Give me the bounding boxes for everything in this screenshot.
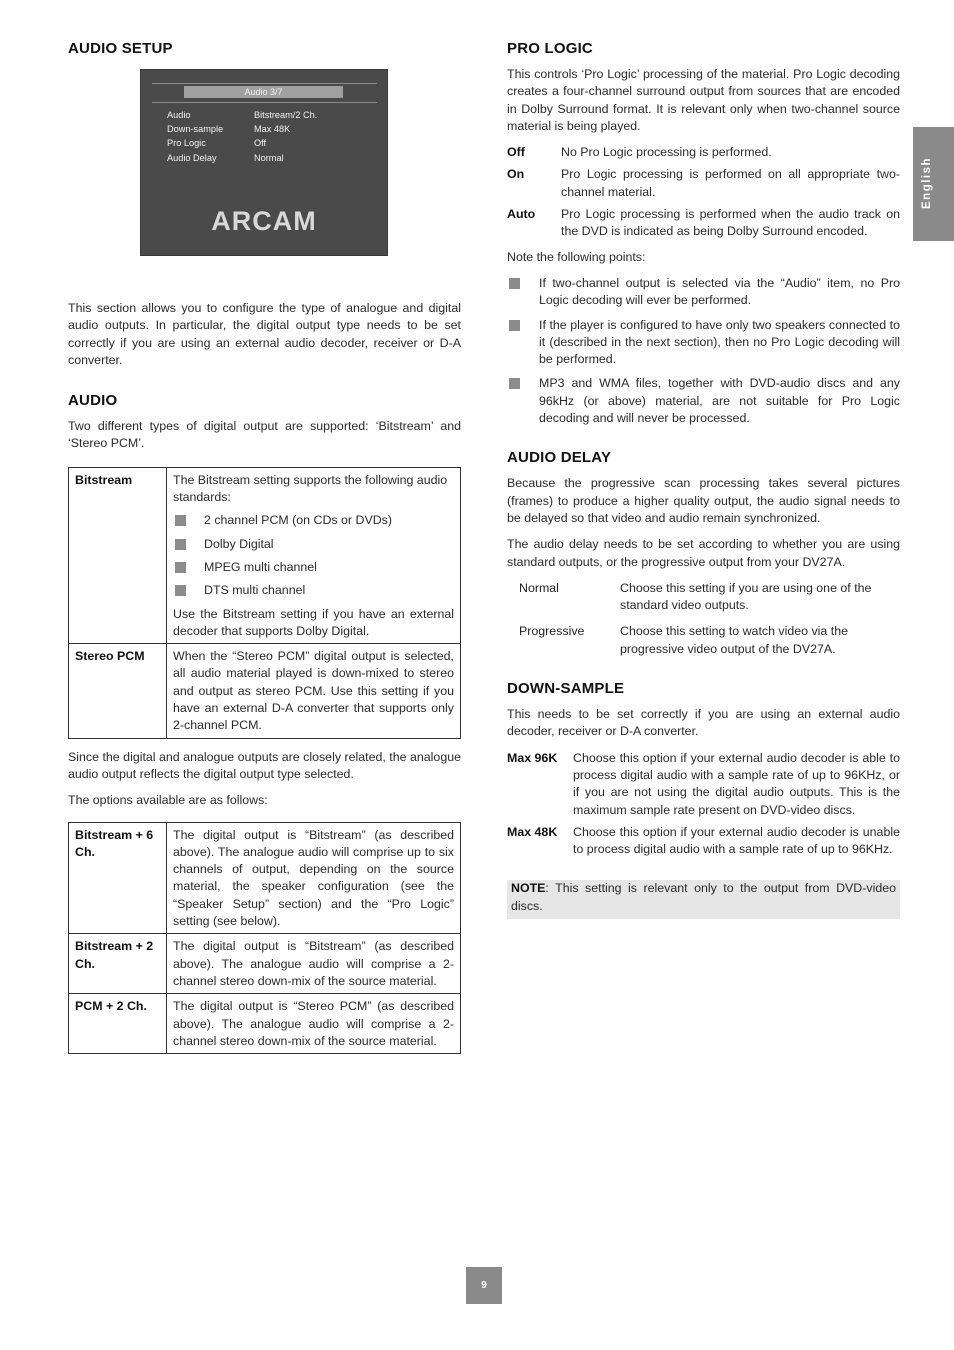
definition-text: Pro Logic processing is performed when the audio track on the DVD is indicated as being Dolby Surround encoded. [561,207,900,239]
definition-term: On [507,167,525,182]
row-value [167,467,461,643]
heading-audio: AUDIO [68,392,118,410]
language-tab [913,127,954,241]
definition-term: Normal [519,580,559,595]
list-item: MP3 and WMA files, together with DVD-audio discs and any 96kHz (or above) material, are not suitable for Pro Logic decoding and will never be processed. [507,375,900,427]
list-item: If the player is configured to have only two speakers connected to it (described in the next section), then no Pro Logic decoding will be performed. [507,317,900,369]
heading-down-sample: DOWN-SAMPLE [507,680,625,698]
row-value [167,822,461,934]
table-row [69,994,461,1054]
definition-text: Choose this setting to watch video via the progressive video output of the DV27A. [620,624,848,656]
heading-audio-setup: AUDIO SETUP [68,40,173,57]
note-points-intro: Note the following points: [507,249,646,264]
row-value [167,994,461,1054]
bullet-square-icon [175,562,186,573]
osd-row: Pro Logic Off [167,138,267,148]
osd-screenshot [140,69,388,256]
bullet-square-icon [175,515,186,526]
osd-row: Audio Delay Normal [167,153,284,163]
options-paragraph: The options available are as follows: [68,793,268,808]
row-value [167,644,461,738]
list-item: Dolby Digital [173,536,454,553]
options-table [68,822,461,1055]
definition-text: No Pro Logic processing is performed. [561,145,772,160]
heading-audio-delay: AUDIO DELAY [507,449,612,467]
row-key: Bitstream + 6 Ch. [69,822,167,934]
left-column [68,40,461,1064]
note-label: NOTE [511,881,546,896]
right-column [507,40,900,919]
definition-term: Max 96K [507,750,558,765]
bullet-square-icon [509,378,520,389]
delay-options [519,580,900,658]
cell-text: The digital output is “Bitstream” (as described above). The analogue audio will comprise a 2-channel stereo down-mix of the source material. [173,939,454,988]
delay-paragraph-1: Because the progressive scan processing takes several pictures (frames) to produce a higher quality output, the audio signal needs to be delayed so that video and audio remain synchronized. [507,476,900,525]
points-list [507,275,900,427]
definition-term: Max 48K [507,824,558,839]
table-row [69,934,461,994]
note-text: : This setting is relevant only to the output from DVD-video discs. [511,881,896,913]
list-item: If two-channel output is selected via the “Audio” item, no Pro Logic decoding will ever be performed. [507,275,900,310]
down-sample-options [507,750,900,859]
row-key: Bitstream [69,467,167,643]
definition-row [507,144,900,161]
definition-term: Auto [507,207,536,222]
osd-divider [152,102,377,103]
osd-title: Audio 3/7 [184,86,343,98]
language-label: English [921,156,933,209]
row-key: Stereo PCM [69,644,167,738]
bullet-square-icon [509,278,520,289]
pro-logic-paragraph: This controls ‘Pro Logic’ processing of the material. Pro Logic decoding creates a four-channel surround output from sources that are encoded in Dolby Surround format. It is relevant only when two-channel source material is being played. [507,67,900,133]
list-item: MPEG multi channel [173,559,454,576]
standards-list [173,512,454,599]
definition-row [519,623,900,658]
cell-text: When the “Stereo PCM” digital output is selected, all audio material played is down-mixed to stereo and output as stereo PCM. Use this setting if you have an external D-A converter that supports only 2-channel PCM. [173,649,454,733]
bullet-square-icon [175,539,186,550]
since-paragraph: Since the digital and analogue outputs are closely related, the analogue audio output reflects the digital output type selected. [68,749,461,781]
definition-row [507,166,900,201]
definition-row [507,824,900,859]
definition-text: Choose this option if your external audio decoder is unable to process digital audio with a sample rate of up to 96KHz. [573,824,900,857]
intro-paragraph: This section allows you to configure the type of analogue and digital audio outputs. In particular, the digital output type needs to be set correctly if you are using an external audio decoder, receiver or D-A converter. [68,301,461,367]
row-key: Bitstream + 2 Ch. [69,934,167,994]
table-row [69,822,461,934]
osd-divider [152,83,377,84]
definition-text: Pro Logic processing is performed on all appropriate two-channel material. [561,167,900,199]
note-box [507,880,900,919]
cell-text: The Bitstream setting supports the following audio standards: [173,472,448,505]
row-value [167,934,461,994]
arcam-logo: ARCAM [211,206,317,236]
definition-text: Choose this setting if you are using one of the standard video outputs. [620,580,872,613]
definition-row [507,750,900,819]
audio-paragraph: Two different types of digital output are supported: ‘Bitstream’ and ‘Stereo PCM’. [68,419,461,451]
definition-term: Off [507,145,525,160]
osd-row: Down-sample Max 48K [167,124,291,134]
cell-text: The digital output is “Stereo PCM” (as described above). The analogue audio will comprise a 2-channel stereo down-mix of the source material. [173,999,454,1048]
cell-text: Use the Bitstream setting if you have an external decoder that supports Dolby Digital. [173,606,454,638]
row-key: PCM + 2 Ch. [69,994,167,1054]
table-row [69,644,461,738]
bullet-square-icon [175,585,186,596]
heading-pro-logic: PRO LOGIC [507,40,593,57]
table-row [69,467,461,643]
down-sample-paragraph: This needs to be set correctly if you are using an external audio decoder, receiver or D-A converter. [507,707,900,739]
bullet-square-icon [509,320,520,331]
definition-term: Progressive [519,624,585,639]
osd-row: Audio Bitstream/2 Ch. [167,110,318,120]
definition-row [507,206,900,241]
page-number: 9 [466,1267,502,1304]
list-item: DTS multi channel [173,582,454,599]
digital-output-table [68,467,461,739]
pro-logic-options [507,144,900,240]
delay-paragraph-2: The audio delay needs to be set according to whether you are using standard outputs, or the progressive output from your DV27A. [507,537,900,569]
definition-row [519,580,900,615]
list-item: 2 channel PCM (on CDs or DVDs) [173,512,454,529]
cell-text: The digital output is “Bitstream” (as described above). The analogue audio will comprise up to six channels of output, depending on the source material, the speaker configuration (see the “Speaker Setup” section) and the “Pro Logic” setting (see below). [173,827,454,929]
definition-text: Choose this option if your external audio decoder is able to process digital audio with a sample rate of up to 96KHz, or if you are not using the digital audio outputs. This is the maximum sample rate present on DVD-video discs. [573,750,900,817]
